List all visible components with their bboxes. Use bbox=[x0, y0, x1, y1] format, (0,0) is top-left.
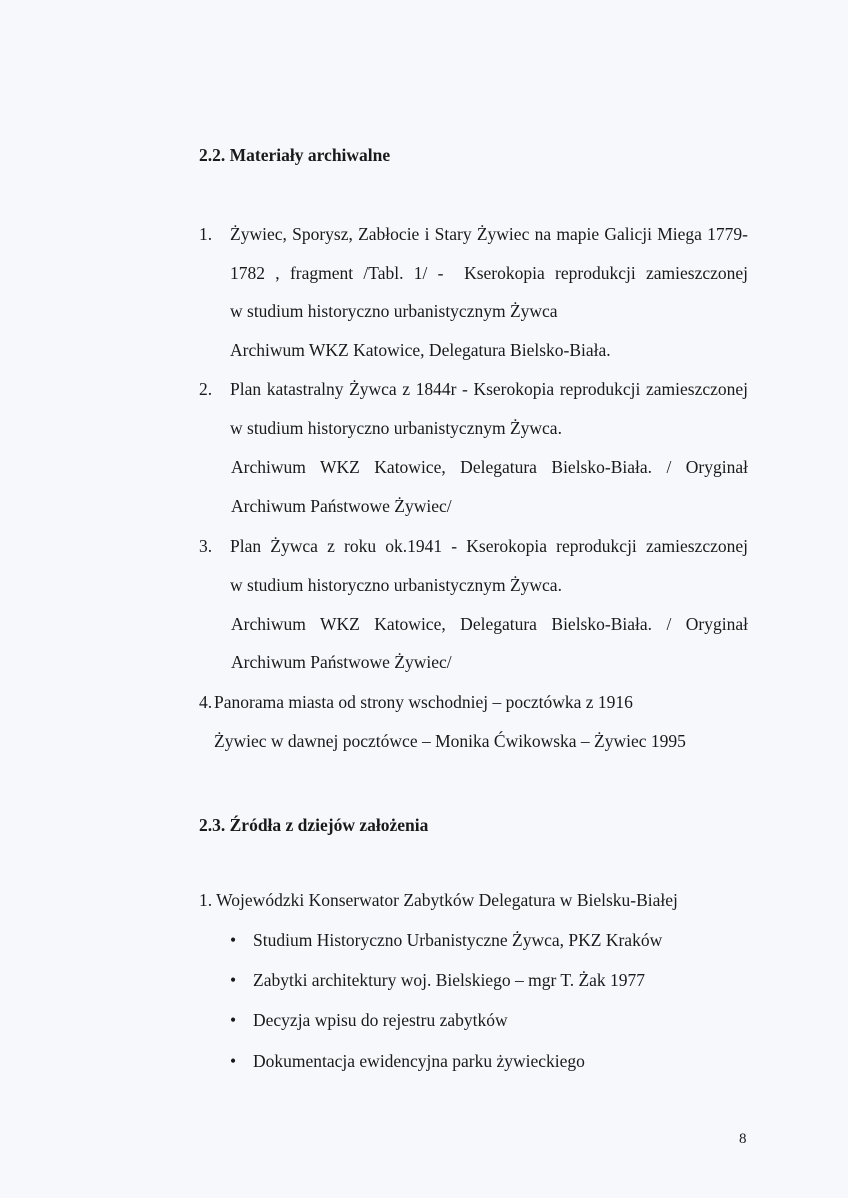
item-line: Plan Żywca z roku ok.1941 - Kserokopia reprodukcji zamieszczonej bbox=[230, 536, 748, 556]
section-heading-2-3: 2.3. Źródła z dziejów założenia bbox=[199, 815, 429, 835]
item-line: Plan katastralny Żywca z 1844r - Kserokopia reprodukcji zamieszczonej bbox=[230, 379, 748, 399]
item-number: 3. bbox=[199, 536, 213, 556]
item-line: 1782 , fragment /Tabl. 1/ - Kserokopia reprodukcji zamieszczonej bbox=[230, 263, 748, 283]
item-line: Panorama miasta od strony wschodniej – pocztówka z 1916 bbox=[214, 692, 633, 712]
item-line: Archiwum WKZ Katowice, Delegatura Bielsko-Biała. / Oryginał bbox=[231, 457, 748, 477]
item-line: Żywiec w dawnej pocztówce – Monika Ćwikowska – Żywiec 1995 bbox=[214, 731, 686, 751]
item-number: 1. bbox=[199, 224, 213, 244]
bullet-icon: • bbox=[230, 970, 237, 990]
item-line: w studium historyczno urbanistycznym Żywca bbox=[230, 301, 558, 321]
item-line: Archiwum Państwowe Żywiec/ bbox=[231, 496, 452, 516]
bullet-item: Zabytki architektury woj. Bielskiego – mgr T. Żak 1977 bbox=[253, 970, 646, 990]
bullet-item: Studium Historyczno Urbanistyczne Żywca, PKZ Kraków bbox=[253, 930, 663, 950]
list-item: 1. Wojewódzki Konserwator Zabytków Delegatura w Bielsku-Białej bbox=[199, 890, 678, 910]
item-line: Żywiec, Sporysz, Zabłocie i Stary Żywiec na mapie Galicji Miega 1779- bbox=[230, 224, 748, 244]
bullet-icon: • bbox=[230, 1010, 237, 1030]
bullet-item: Decyzja wpisu do rejestru zabytków bbox=[253, 1010, 508, 1030]
bullet-item: Dokumentacja ewidencyjna parku żywieckiego bbox=[253, 1051, 585, 1071]
section-heading-2-2: 2.2. Materiały archiwalne bbox=[199, 145, 391, 165]
page-number: 8 bbox=[739, 1131, 747, 1147]
bullet-icon: • bbox=[230, 1051, 237, 1071]
item-number: 4. bbox=[199, 692, 213, 712]
item-line: w studium historyczno urbanistycznym Żywca. bbox=[230, 418, 562, 438]
item-number: 2. bbox=[199, 379, 213, 399]
item-line: Archiwum WKZ Katowice, Delegatura Bielsko-Biała. / Oryginał bbox=[231, 614, 748, 634]
item-line: w studium historyczno urbanistycznym Żywca. bbox=[230, 575, 562, 595]
item-line: Archiwum WKZ Katowice, Delegatura Bielsko-Biała. bbox=[230, 340, 611, 360]
item-line: Archiwum Państwowe Żywiec/ bbox=[231, 652, 452, 672]
bullet-icon: • bbox=[230, 930, 237, 950]
